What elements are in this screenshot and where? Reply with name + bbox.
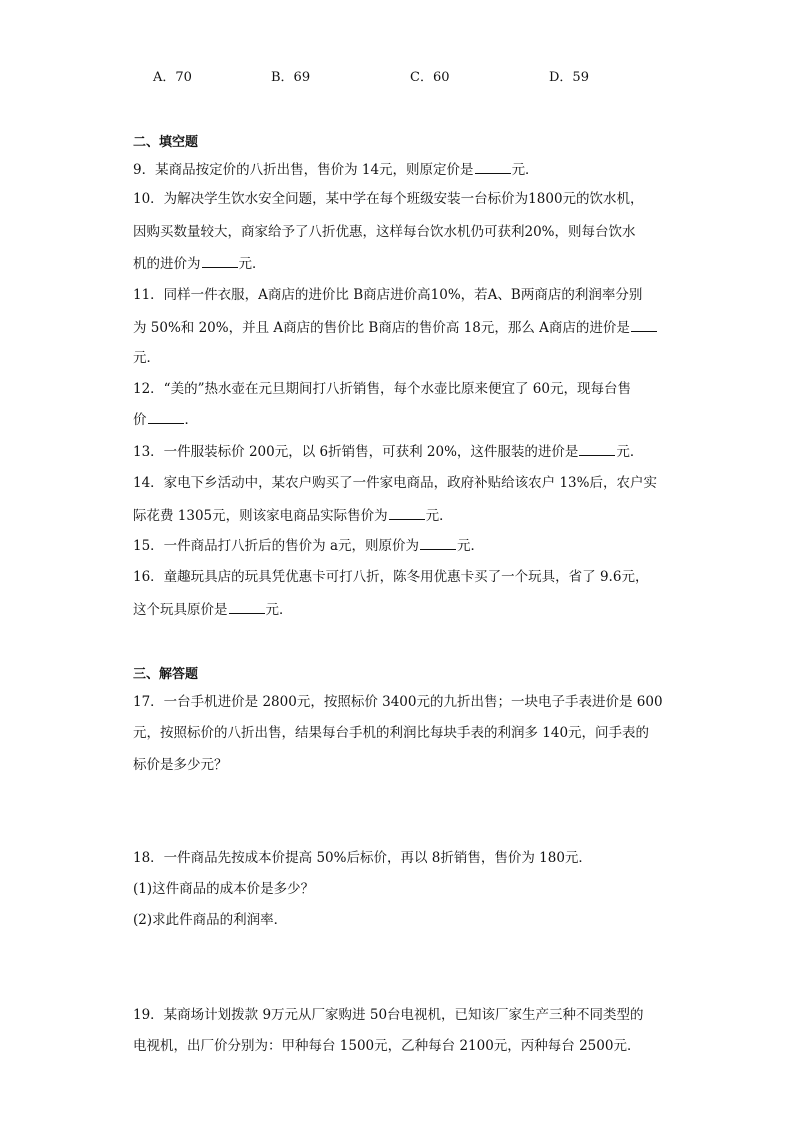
question-11-text: 为 50%和 20%，并且 A商店的售价比 B商店的售价高 18元，那么 A商店的进价是: [133, 320, 630, 336]
question-11-line-3: 元．: [133, 350, 160, 366]
question-12-line-2: [133, 410, 198, 430]
question-17-line-1: 17．一台手机进价是 2800元，按照标价 3400元的九折出售；一块电子手表进价是 600: [133, 694, 663, 710]
question-10-line-1: 10．为解决学生饮水安全问题，某中学在每个班级安装一台标价为1800元的饮水机，: [133, 191, 644, 207]
question-19-line-2: 电视机，出厂价分别为：甲种每台 1500元，乙种每台 2100元，丙种每台 2500元．: [133, 1038, 641, 1054]
option-c: C．60: [410, 70, 450, 85]
question-18-part-2: (2)求此件商品的利润率．: [133, 912, 288, 928]
question-10-text: 机的进价为: [133, 256, 201, 272]
question-15-text: 15．一件商品打八折后的售价为 a元，则原价为: [133, 538, 420, 554]
section-title-answer: 三、解答题: [133, 667, 199, 682]
question-9: [133, 160, 539, 180]
question-11-line-2: [133, 318, 658, 338]
question-18-line-1: 18．一件商品先按成本价提高 50%后标价，再以 8折销售，售价为 180元．: [133, 850, 592, 866]
answer-blank: [631, 319, 657, 332]
question-13-unit: 元．: [616, 444, 644, 460]
question-13: [133, 442, 643, 462]
question-17-line-3: 标价是多少元？: [133, 757, 228, 773]
answer-blank: [202, 255, 238, 268]
question-10-line-2: 因购买数量较大，商家给予了八折优惠，这样每台饮水机仍可获利20%，则每台饮水: [133, 224, 636, 240]
answer-blank: [475, 161, 511, 174]
question-14-text: 际花费 1305元，则该家电商品实际售价为: [133, 508, 388, 524]
question-12-end: ．: [184, 412, 198, 428]
question-14-unit: 元．: [425, 508, 453, 524]
option-b: B．69: [271, 70, 311, 85]
question-14-line-1: 14．家电下乡活动中，某农户购买了一件家电商品，政府补贴给该农户 13%后，农户实: [133, 475, 657, 491]
question-10-line-3: [133, 254, 266, 274]
question-16-unit: 元．: [265, 602, 293, 618]
question-16-line-2: [133, 600, 293, 620]
question-16-line-1: 16．童趣玩具店的玩具凭优惠卡可打八折，陈冬用优惠卡买了一个玩具，省了 9.6元，: [133, 569, 649, 585]
question-10-unit: 元．: [238, 256, 266, 272]
answer-blank: [229, 601, 265, 614]
section-title-fill-in: 二、填空题: [133, 135, 199, 150]
question-14-line-2: [133, 506, 453, 526]
answer-blank: [148, 411, 184, 424]
option-d: D．59: [549, 70, 589, 85]
option-a: A．70: [153, 70, 192, 85]
answer-blank: [389, 507, 425, 520]
question-19-line-1: 19．某商场计划拨款 9万元从厂家购进 50台电视机，已知该厂家生产三种不同类型的: [133, 1007, 644, 1023]
question-13-text: 13．一件服装标价 200元，以 6折销售，可获利 20%，这件服装的进价是: [133, 444, 579, 460]
answer-options: [0, 66, 794, 86]
question-9-text: 9．某商品按定价的八折出售，售价为 14元，则原定价是: [133, 162, 474, 178]
question-17-line-2: 元，按照标价的八折出售，结果每台手机的利润比每块手表的利润多 140元，问手表的: [133, 725, 650, 741]
question-12-line-1: 12．“美的”热水壶在元旦期间打八折销售，每个水壶比原来便宜了 60元，现每台售: [133, 381, 631, 397]
question-12-text: 价: [133, 412, 147, 428]
question-9-unit: 元．: [511, 162, 539, 178]
answer-blank: [579, 443, 615, 456]
question-15: [133, 536, 484, 556]
question-16-text: 这个玩具原价是: [133, 602, 228, 618]
question-18-part-1: (1)这件商品的成本价是多少？: [133, 881, 315, 897]
answer-blank: [420, 537, 456, 550]
question-15-unit: 元．: [457, 538, 485, 554]
question-11-line-1: 11．同样一件衣服，A商店的进价比 B商店进价高10%，若A、B两商店的利润率分别: [133, 287, 643, 303]
